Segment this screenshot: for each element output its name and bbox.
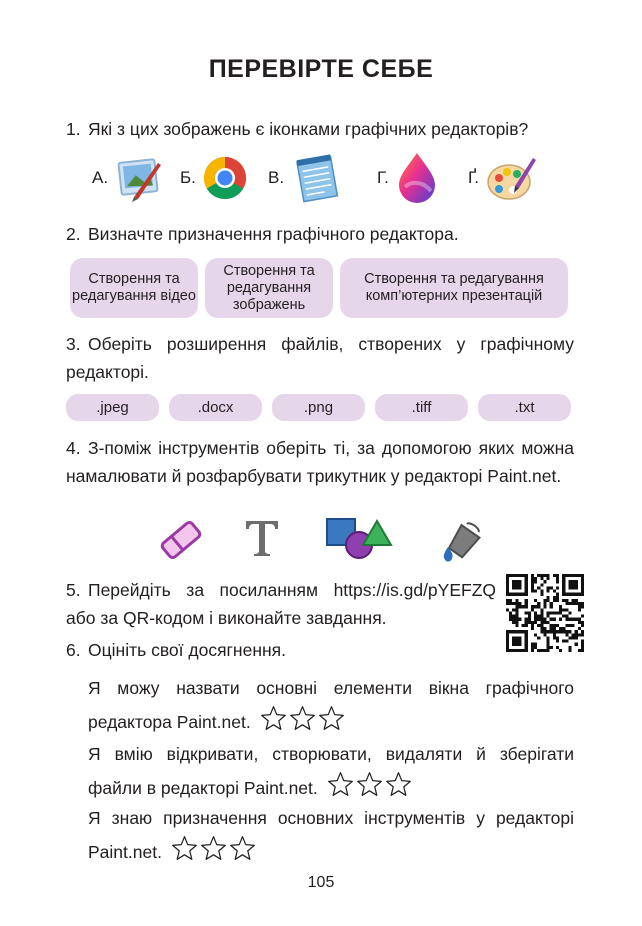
text-tool-icon[interactable] [242,517,282,559]
q2-answer-1[interactable]: Створення та редагування відео [70,258,198,318]
question-1-text: Які з цих зображень є іконками графічних редакторів? [88,119,529,139]
q3-extension-docx[interactable]: .docx [169,394,262,421]
star-icon[interactable] [385,771,412,798]
star-icon[interactable] [289,705,316,732]
page-title: ПЕРЕВІРТЕ СЕБЕ [208,55,434,83]
q1-option-a[interactable]: А. [92,148,164,208]
q3-extension-tiff[interactable]: .tiff [375,394,468,421]
self-assessment-statement-1: Я можу назвати основні елементи вікна графічного редактора Paint.net. [88,672,574,743]
q3-extension-txt[interactable]: .txt [478,394,571,421]
star-icon[interactable] [318,705,345,732]
star-icon[interactable] [260,705,287,732]
chrome-icon [202,155,248,201]
eraser-tool-icon[interactable] [158,517,204,563]
question-2: 2. Визначте призначення графічного редактора. [66,224,459,244]
star-icon[interactable] [200,835,227,862]
star-icon[interactable] [229,835,256,862]
question-4: 4. З-поміж інструментів оберіть ті, за допомогою яких можна намалювати й розфарбувати трикутник у редакторі Paint.net. [66,438,574,486]
question-6-text: Оцініть свої досягнення. [88,640,286,660]
image-editor-icon [114,153,164,203]
page-number: 105 [307,874,335,891]
q1-options [92,148,552,208]
question-6: 6. Оцініть свої досягнення. [66,640,286,660]
paint-bucket-tool-icon[interactable] [440,519,486,565]
q1-option-e[interactable]: Ґ. [468,148,537,208]
self-assessment-statement-3: Я знаю призначення основних інструментів у редакторі Paint.net. [88,802,574,873]
star-icon[interactable] [171,835,198,862]
question-5-text[interactable]: Перейдіть за посиланням https://is.gd/pYEFZQ або за QR-кодом і виконайте завдання. [66,580,496,628]
q3-extension-png[interactable]: .png [272,394,365,421]
question-3-text: Оберіть розширення файлів, створених у графічному редакторі. [66,334,574,382]
q2-answer-3[interactable]: Створення та редагування комп’ютерних презентацій [340,258,568,318]
question-5: 5. Перейдіть за посиланням https://is.gd/pYEFZQ або за QR-кодом і виконайте завдання. [66,580,496,628]
notepad-icon [290,151,344,205]
paint3d-drop-icon [395,151,439,205]
q2-answer-2[interactable]: Створення та редагування зображень [205,258,333,318]
palette-icon [485,152,537,204]
question-2-text: Визначте призначення графічного редактора. [88,224,459,244]
self-assessment-statement-2: Я вмію відкривати, створювати, видаляти й зберігати файли в редакторі Paint.net. [88,738,574,809]
q3-extension-jpeg[interactable]: .jpeg [66,394,159,421]
rating-stars[interactable] [171,835,258,873]
question-1: 1. Які з цих зображень є іконками графічних редакторів? [66,119,529,139]
q1-option-b[interactable]: Б. [180,148,248,208]
star-icon[interactable] [327,771,354,798]
q1-option-d[interactable]: Г. [377,148,439,208]
question-4-text: З-поміж інструментів оберіть ті, за допомогою яких можна намалювати й розфарбувати трикутник у редакторі Paint.net. [66,438,574,486]
star-icon[interactable] [356,771,383,798]
shapes-tool-icon[interactable] [325,513,395,561]
q1-option-c[interactable]: В. [268,148,344,208]
question-3: 3. Оберіть розширення файлів, створених у графічному редакторі. [66,334,574,382]
